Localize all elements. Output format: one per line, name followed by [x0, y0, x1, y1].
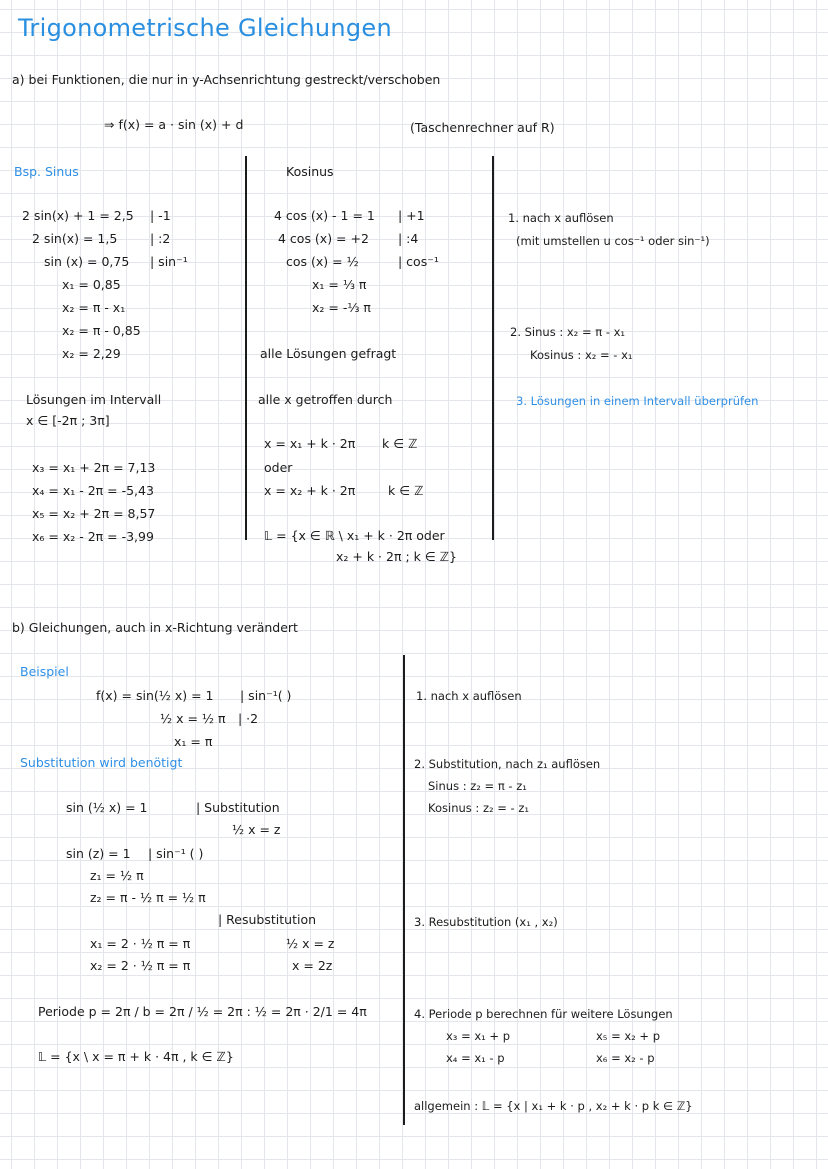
example-line-1-operation: | sin⁻¹( ): [240, 688, 292, 703]
section-a-heading: a) bei Funktionen, die nur in y-Achsenrichtung gestreckt/verschoben: [12, 72, 441, 87]
sinus-eq-line: x₂ = 2,29: [62, 346, 121, 361]
calculator-note: (Taschenrechner auf R): [410, 120, 555, 135]
resubstitution-line-2: x = 2z: [292, 958, 333, 973]
general-solution-2-k: k ∈ ℤ: [388, 483, 424, 498]
example-line-2-operation: | ·2: [238, 711, 259, 726]
step-a-1-detail: (mit umstellen u cos⁻¹ oder sin⁻¹): [516, 234, 710, 248]
interval-solution: x₅ = x₂ + 2π = 8,57: [32, 506, 156, 521]
interval-range: x ∈ [-2π ; 3π]: [26, 413, 110, 428]
cos-eq-line: 4 cos (x) - 1 = 1: [274, 208, 375, 223]
cos-eq-line: cos (x) = ½: [286, 254, 359, 269]
step-b-4-x3: x₃ = x₁ + p: [446, 1029, 511, 1043]
sinus-example-label: Bsp. Sinus: [14, 164, 79, 179]
all-solutions-note: alle Lösungen gefragt: [260, 346, 397, 361]
substitution-z1: z₁ = ½ π: [90, 868, 144, 883]
column-divider-2: [492, 156, 494, 540]
example-line-3: x₁ = π: [174, 734, 213, 749]
periode-calculation: Periode p = 2π / b = 2π / ½ = 2π : ½ = 2π · 2/1 = 4π: [38, 1004, 367, 1019]
example-line-2: ½ x = ½ π: [160, 711, 226, 726]
example-line-1: f(x) = sin(½ x) = 1: [96, 688, 214, 703]
sinus-eq-line: x₁ = 0,85: [62, 277, 121, 292]
sinus-eq-operation: | -1: [150, 208, 171, 223]
cos-eq-line: x₁ = ⅓ π: [312, 277, 367, 292]
sinus-eq-line: sin (x) = 0,75: [44, 254, 130, 269]
interval-solution: x₆ = x₂ - 2π = -3,99: [32, 529, 154, 544]
substitution-line-2-operation: | sin⁻¹ ( ): [148, 846, 204, 861]
cos-eq-operation: | +1: [398, 208, 425, 223]
sinus-eq-line: x₂ = π - x₁: [62, 300, 126, 315]
solution-set-b: 𝕃 = {x \ x = π + k · 4π , k ∈ ℤ}: [38, 1049, 234, 1064]
general-solution-1: x = x₁ + k · 2π: [264, 436, 356, 451]
all-x-note: alle x getroffen durch: [258, 392, 393, 407]
step-b-4-x4: x₄ = x₁ - p: [446, 1051, 505, 1065]
result-x2: x₂ = 2 · ½ π = π: [90, 958, 191, 973]
general-formula: ⇒ f(x) = a · sin (x) + d: [104, 117, 244, 132]
step-b-4-x5: x₅ = x₂ + p: [596, 1029, 661, 1043]
resubstitution-line-1: ½ x = z: [286, 936, 335, 951]
solution-set-line-1: 𝕃 = {x ∈ ℝ \ x₁ + k · 2π oder: [264, 528, 445, 543]
substitution-operation: | Substitution: [196, 800, 280, 815]
step-b-2: 2. Substitution, nach z₁ auflösen: [414, 757, 601, 771]
cos-eq-line: x₂ = -⅓ π: [312, 300, 371, 315]
solution-set-line-2: x₂ + k · 2π ; k ∈ ℤ}: [336, 549, 457, 564]
sinus-eq-line: 2 sin(x) = 1,5: [32, 231, 118, 246]
substitution-line-2: sin (z) = 1: [66, 846, 131, 861]
substitution-z2: z₂ = π - ½ π = ½ π: [90, 890, 206, 905]
interval-solution: x₄ = x₁ - 2π = -5,43: [32, 483, 154, 498]
step-a-1: 1. nach x auflösen: [508, 211, 614, 225]
step-b-3: 3. Resubstitution (x₁ , x₂): [414, 915, 558, 929]
general-solution-2: x = x₂ + k · 2π: [264, 483, 356, 498]
step-b-4: 4. Periode p berechnen für weitere Lösungen: [414, 1007, 673, 1021]
page-title: Trigonometrische Gleichungen: [18, 14, 393, 42]
result-x1: x₁ = 2 · ½ π = π: [90, 936, 191, 951]
section-b-heading: b) Gleichungen, auch in x-Richtung verändert: [12, 620, 298, 635]
step-b-4-x6: x₆ = x₂ - p: [596, 1051, 655, 1065]
beispiel-label: Beispiel: [20, 664, 69, 679]
step-b-2-kosinus: Kosinus : z₂ = - z₁: [428, 801, 529, 815]
interval-solution: x₃ = x₁ + 2π = 7,13: [32, 460, 156, 475]
resubstitution-label: | Resubstitution: [218, 912, 317, 927]
substitution-needed: Substitution wird benötigt: [20, 755, 183, 770]
cos-eq-operation: | :4: [398, 231, 419, 246]
step-a-2-kosinus: Kosinus : x₂ = - x₁: [530, 348, 633, 362]
kosinus-label: Kosinus: [286, 164, 334, 179]
step-b-general: allgemein : 𝕃 = {x | x₁ + k · p , x₂ + k · p k ∈ ℤ}: [414, 1099, 693, 1113]
substitution-definition: ½ x = z: [232, 822, 281, 837]
sinus-eq-line: x₂ = π - 0,85: [62, 323, 141, 338]
cos-eq-operation: | cos⁻¹: [398, 254, 439, 269]
substitution-line-1: sin (½ x) = 1: [66, 800, 148, 815]
oder-text: oder: [264, 460, 293, 475]
interval-title: Lösungen im Intervall: [26, 392, 162, 407]
sinus-eq-operation: | :2: [150, 231, 171, 246]
step-a-2-sinus: 2. Sinus : x₂ = π - x₁: [510, 325, 626, 339]
step-a-3: 3. Lösungen in einem Intervall überprüfen: [516, 394, 759, 408]
sinus-eq-line: 2 sin(x) + 1 = 2,5: [22, 208, 134, 223]
column-divider-3: [403, 655, 405, 1125]
cos-eq-line: 4 cos (x) = +2: [278, 231, 369, 246]
step-b-1: 1. nach x auflösen: [416, 689, 522, 703]
step-b-2-sinus: Sinus : z₂ = π - z₁: [428, 779, 527, 793]
sinus-eq-operation: | sin⁻¹: [150, 254, 188, 269]
column-divider-1: [245, 156, 247, 540]
general-solution-1-k: k ∈ ℤ: [382, 436, 418, 451]
